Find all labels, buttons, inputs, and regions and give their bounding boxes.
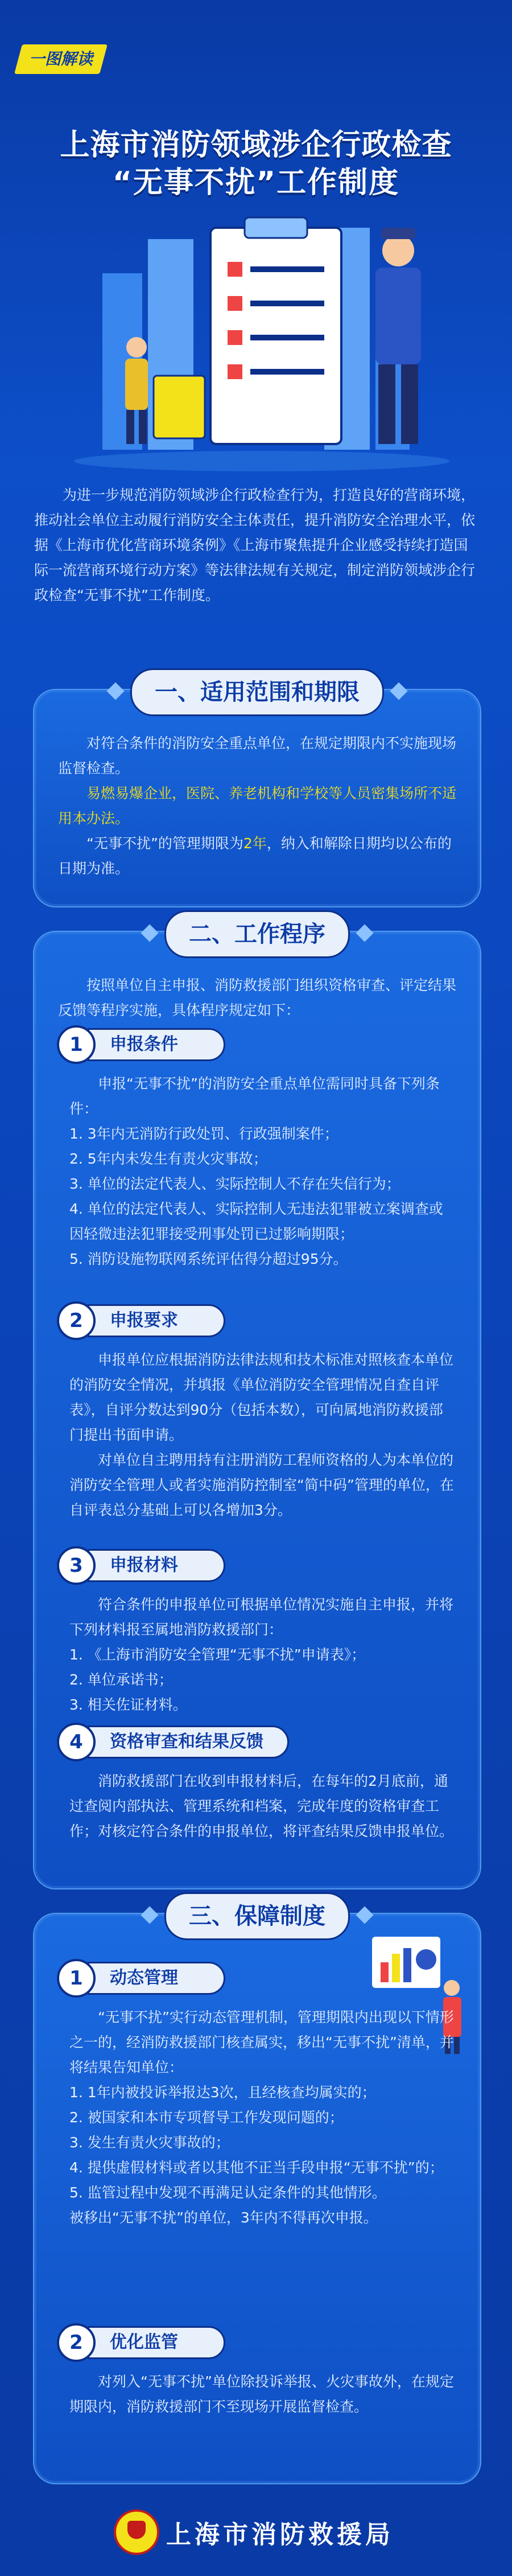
list-item: 申报单位应根据消防法律法规和技术标准对照核查本单位的消防安全情况，并填报《单位消防安全管理情况自查自评表》，自评分数达到90分（包括本数），可向属地消防救援部门提出书面申请。 — [69, 1351, 454, 1443]
step-number: 2 — [57, 1301, 96, 1340]
scope-paragraph-1: 对符合条件的消防安全重点单位，在规定期限内不实施现场监督检查。 — [58, 735, 457, 777]
tag-label: 一图解读 — [28, 50, 93, 68]
list-item: 被移出“无事不扰”的单位，3年内不得再次申报。 — [69, 2209, 378, 2226]
subsection-dynamic — [57, 1959, 225, 1997]
scope-paragraph-2: 易燃易爆企业，医院、养老机构和学校等人员密集场所不适用本办法。 — [58, 785, 457, 827]
hero-illustration — [57, 205, 466, 473]
requirements-list — [69, 1347, 456, 1523]
step-number: 1 — [57, 1025, 96, 1064]
list-item: 5. 消防设施物联网系统评估得分超过95分。 — [69, 1251, 348, 1267]
list-item: 3. 相关佐证材料。 — [69, 1696, 187, 1713]
list-item: 1. 1年内被投诉举报达3次，且经核查均属实的； — [69, 2084, 376, 2101]
procedure-lead: 按照单位自主申报、消防救援部门组织资格审查、评定结果反馈等程序实施，具体程序规定如下： — [58, 977, 457, 1018]
subsection-label: 资格审查和结果反馈 — [88, 1725, 289, 1759]
list-item: “无事不扰”实行动态管理机制，管理期限内出现以下情形之一的，经消防救援部门核查属实，移出“无事不扰”清单，并将结果告知单位： — [69, 2009, 454, 2076]
dynamic-list — [69, 2005, 456, 2230]
section-guarantee-heading: 三、保障制度 — [164, 1892, 350, 1940]
list-item: 申报“无事不扰”的消防安全重点单位需同时具备下列条件： — [69, 1075, 440, 1117]
step-number: 3 — [57, 1546, 96, 1585]
list-item: 消防救援部门在收到申报材料后，在每年的2月底前，通过查阅内部执法、管理系统和档案，完成年度的资格审查工作；对核定符合条件的申报单位，将评查结果反馈申报单位。 — [69, 1773, 454, 1839]
list-item: 2. 5年内未发生有责火灾事故； — [69, 1151, 267, 1167]
subsection-label: 申报材料 — [88, 1549, 225, 1582]
list-item: 4. 单位的法定代表人、实际控制人无违法犯罪被立案调查或因轻微违法犯罪接受刑事处罚已过影响期限； — [69, 1201, 443, 1242]
optimize-list — [69, 2369, 456, 2419]
fire-rescue-emblem-icon — [114, 2509, 159, 2555]
subsection-label: 优化监管 — [88, 2326, 225, 2359]
intro-paragraph: 为进一步规范消防领域涉企行政检查行为，打造良好的营商环境，推动社会单位主动履行消防安全主体责任，提升消防安全治理水平，依据《上海市优化营商环境条例》《上海市聚焦提升企业感受持续打造国际一流营商环境行动方案》等法律法规有关规定，制定消防领域涉企行政检查“无事不扰”工作制度。 — [34, 487, 476, 603]
section-guarantee-card — [33, 1903, 481, 2484]
section-procedure-heading: 二、工作程序 — [164, 910, 350, 958]
subsection-requirements — [57, 1302, 225, 1340]
list-item: 对列入“无事不扰”单位除投诉举报、火灾事故外，在规定期限内，消防救援部门不至现场开展监督检查。 — [69, 2373, 454, 2415]
subsection-optimize — [57, 2324, 225, 2361]
infographic-tag — [14, 44, 108, 74]
clipboard-icon — [210, 217, 341, 444]
subsection-label: 申报条件 — [88, 1028, 225, 1061]
organization-name: 上海市消防救援局 — [166, 2520, 394, 2549]
list-item: 3. 发生有责火灾事故的； — [69, 2134, 230, 2151]
subsection-review — [57, 1723, 289, 1761]
subsection-conditions — [57, 1026, 225, 1063]
list-item: 5. 监管过程中发现不再满足认定条件的其他情形。 — [69, 2184, 386, 2201]
section-scope-card — [33, 679, 481, 907]
scope-paragraph-3: “无事不扰”的管理期限为2年，纳入和解除日期均以公布的日期为准。 — [58, 835, 452, 877]
step-number: 4 — [57, 1723, 96, 1761]
step-number: 1 — [57, 1959, 96, 1998]
list-item: 符合条件的申报单位可根据单位情况实施自主申报，并将下列材料报至属地消防救援部门： — [69, 1596, 454, 1638]
subsection-label: 申报要求 — [88, 1304, 225, 1337]
review-list — [69, 1769, 456, 1844]
list-item: 2. 被国家和本市专项督导工作发现问题的； — [69, 2109, 344, 2126]
materials-list — [69, 1592, 456, 1718]
conditions-list — [69, 1071, 456, 1272]
list-item: 1. 《上海市消防安全管理“无事不扰”申请表》； — [69, 1646, 366, 1663]
list-item: 2. 单位承诺书； — [69, 1671, 173, 1688]
term-highlight: 2年 — [243, 835, 267, 852]
list-item: 1. 3年内无消防行政处罚、行政强制案件； — [69, 1125, 338, 1142]
title-line-1: 上海市消防领域涉企行政检查 — [60, 128, 452, 162]
list-item: 3. 单位的法定代表人、实际控制人不存在失信行为； — [69, 1176, 400, 1192]
subsection-materials — [57, 1547, 225, 1584]
section-scope-heading: 一、适用范围和期限 — [130, 668, 384, 716]
title-line-2: “无事不扰”工作制度 — [112, 166, 400, 200]
section-procedure-card — [33, 921, 481, 1889]
list-item: 4. 提供虚假材料或者以其他不正当手段申报“无事不扰”的； — [69, 2159, 444, 2176]
subsection-label: 动态管理 — [88, 1962, 225, 1995]
footer — [0, 2488, 512, 2576]
list-item: 对单位自主聘用持有注册消防工程师资格的人为本单位的消防安全管理人或者实施消防控制室“简中码”管理的单位，在自评表总分基础上可以各增加3分。 — [69, 1452, 454, 1518]
step-number: 2 — [57, 2323, 96, 2362]
